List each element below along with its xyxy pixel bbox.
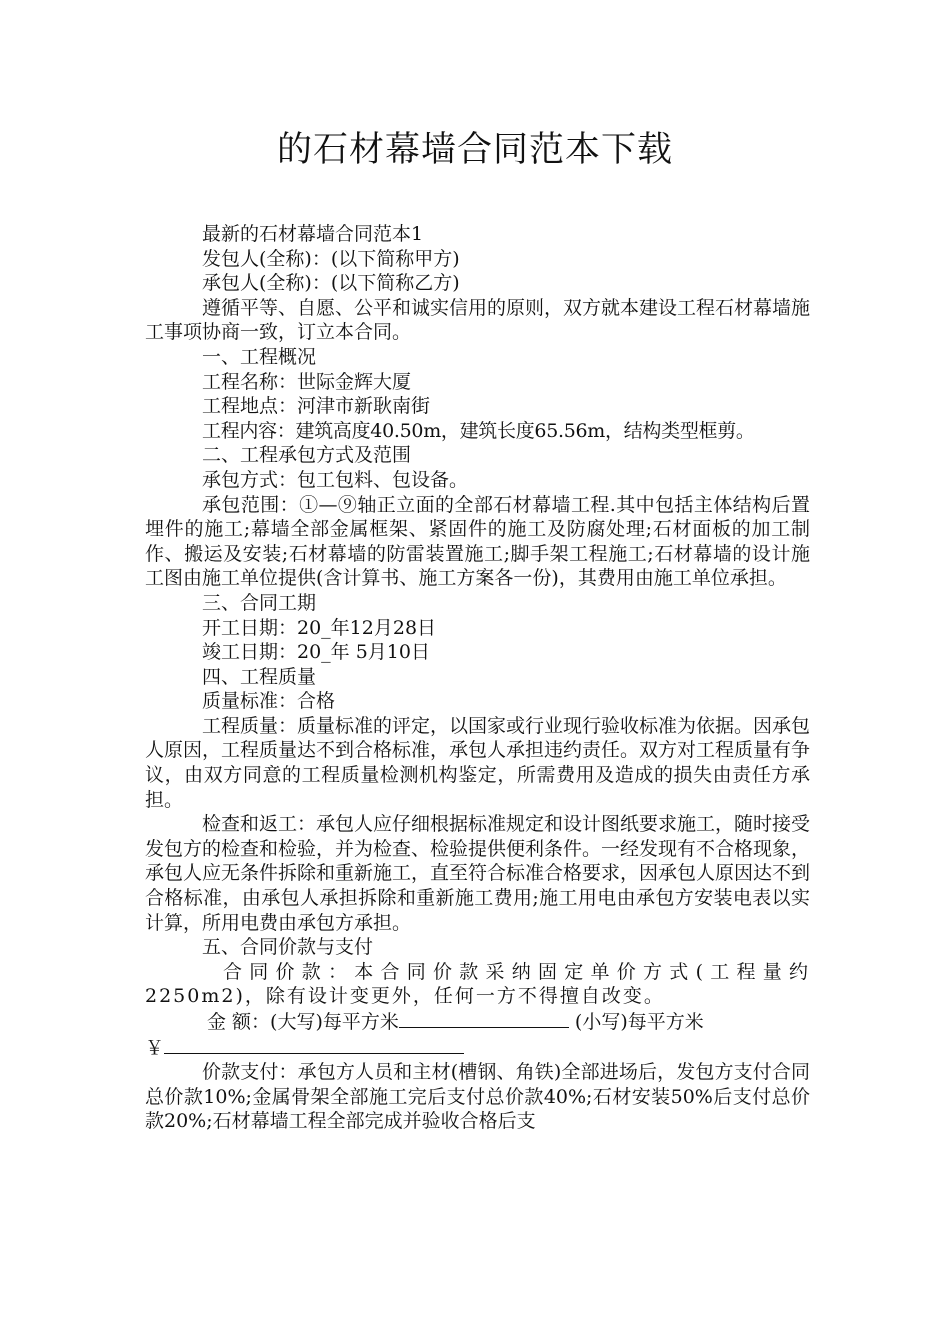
section-heading-1: 一、工程概况 bbox=[202, 345, 317, 368]
completion-date-line: 竣工日期：20_年 5月10日 bbox=[202, 641, 430, 664]
section-heading-3: 三、合同工期 bbox=[202, 591, 317, 614]
document-title: 的石材幕墙合同范本下载 bbox=[276, 130, 673, 170]
project-content-paragraph: 工程内容：建筑高度40.50m，建筑长度65.56m，结构类型框剪。 bbox=[202, 419, 755, 442]
amount-uppercase-label: 金 额：(大写)每平方米 bbox=[207, 1011, 399, 1033]
party-b-line: 承包人(全称)：(以下简称乙方) bbox=[202, 272, 460, 295]
amount-lowercase-blank bbox=[164, 1035, 464, 1054]
preamble-paragraph: 遵循平等、自愿、公平和诚实信用的原则，双方就本建设工程石材幕墙施工事项协商一致，订立本合同。 bbox=[145, 296, 811, 344]
amount-uppercase-blank bbox=[399, 1009, 569, 1028]
section-heading-4: 四、工程质量 bbox=[202, 665, 317, 688]
inspection-paragraph: 检查和返工：承包人应仔细根据标准规定和设计图纸要求施工，随时接受发包方的检查和检验，并为检查、检验提供便利条件。一经发现有不合格现象，承包人应无条件拆除和重新施工，直至符合标准合格要求，因承包人原因达不到合格标准，由承包人承担拆除和重新施工费用;施工用电由承包方安装电表以实计算，所用电费由承包方承担。 bbox=[145, 813, 811, 934]
section-heading-5: 五、合同价款与支付 bbox=[202, 936, 374, 959]
contract-mode-line: 承包方式：包工包料、包设备。 bbox=[202, 468, 469, 491]
document-body bbox=[145, 222, 810, 1134]
amount-yuan-line bbox=[145, 1035, 810, 1061]
project-name-line: 工程名称：世际金辉大厦 bbox=[202, 370, 412, 393]
section-heading-2: 二、工程承包方式及范围 bbox=[202, 444, 412, 467]
party-a-line: 发包人(全称)：(以下简称甲方) bbox=[202, 247, 460, 270]
contract-heading: 最新的石材幕墙合同范本1 bbox=[202, 223, 424, 245]
contract-price-paragraph: 合同价款：本合同价款采纳固定单价方式(工程量约2250m2)，除有设计变更外，任何一方不得擅自改变。 bbox=[145, 960, 810, 1008]
quality-standard-line: 质量标准：合格 bbox=[202, 690, 336, 713]
amount-line bbox=[145, 1009, 810, 1035]
start-date-line: 开工日期：20_年12月28日 bbox=[202, 616, 437, 639]
yuan-sign: ￥ bbox=[145, 1036, 165, 1059]
payment-paragraph: 价款支付：承包方人员和主材(槽钢、角铁)全部进场后，发包方支付合同总价款10%;金属骨架全部施工完后支付总价款40%;石材安装50%后支付总价款20%;石材幕墙工程全部完成并验收合格后支 bbox=[145, 1061, 810, 1133]
quality-paragraph: 工程质量：质量标准的评定，以国家或行业现行验收标准为依据。因承包人原因，工程质量达不到合格标准，承包人承担违约责任。双方对工程质量有争议，由双方同意的工程质量检测机构鉴定，所需费用及造成的损失由责任方承担。 bbox=[145, 714, 811, 811]
project-location-line: 工程地点：河津市新耿南街 bbox=[202, 395, 431, 418]
amount-lowercase-label: (小写)每平方米 bbox=[574, 1011, 704, 1033]
contract-scope-paragraph: 承包范围：①—⑨轴正立面的全部石材幕墙工程.其中包括主体结构后置埋件的施工;幕墙全部金属框架、紧固件的施工及防腐处理;石材面板的加工制作、搬运及安装;石材幕墙的防雷装置施工;脚手架工程施工;石材幕墙的设计施工图由施工单位提供(含计算书、施工方案各一份)，其费用由施工单位承担。 bbox=[145, 493, 810, 590]
